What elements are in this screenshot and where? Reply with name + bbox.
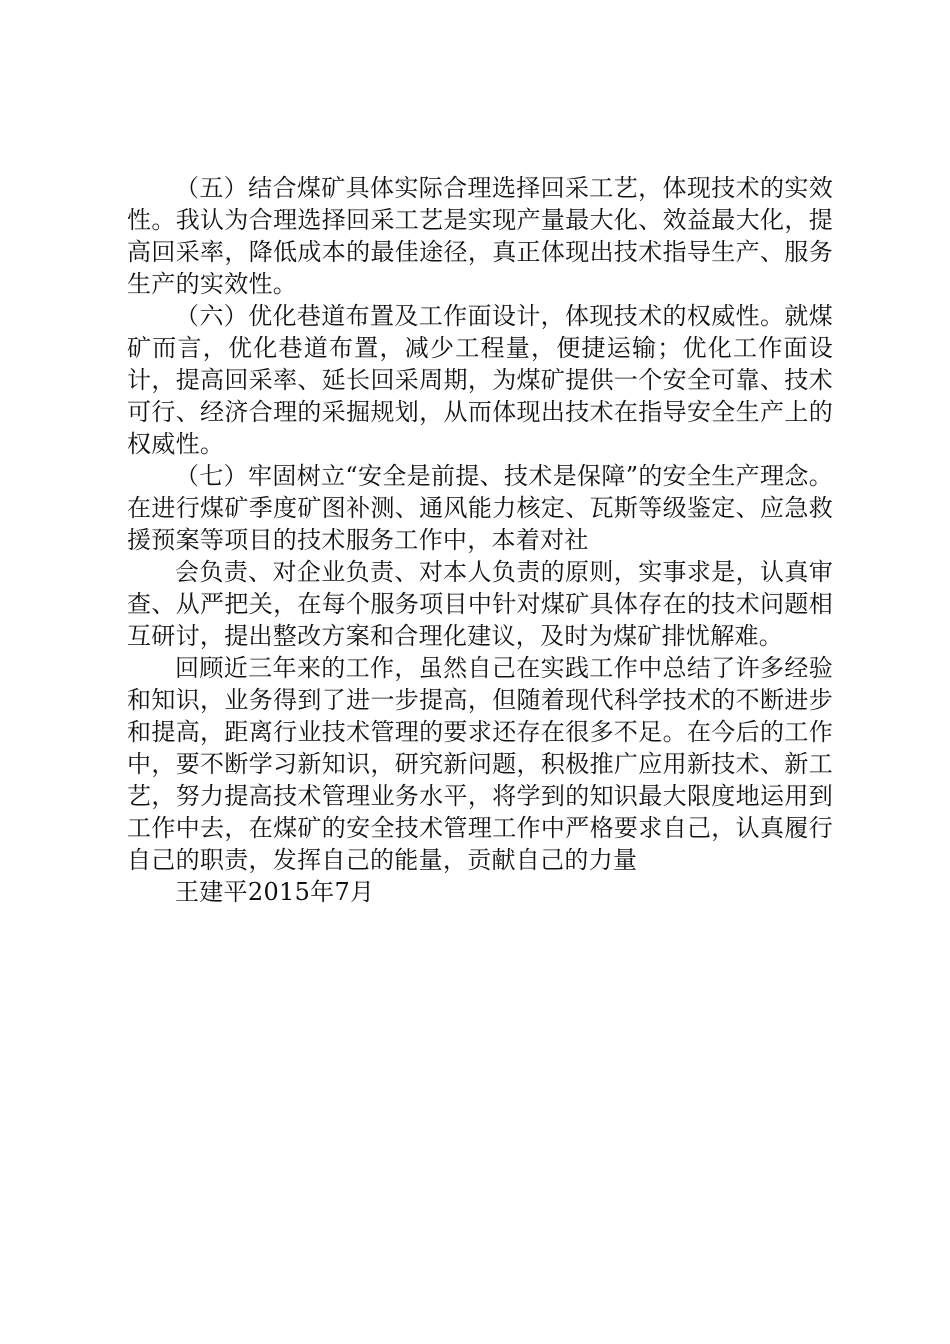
paragraph-review: 回顾近三年来的工作，虽然自己在实践工作中总结了许多经验和知识，业务得到了进一步提高，但随着现代科学技术的不断进步和提高，距离行业技术管理的要求还存在很多不足。在今后的工作中，要不断学习新知识，研究新问题，积极推广应用新技术、新工艺，努力提高技术管理业务水平，将学到的知识最大限度地运用到工作中去，在煤矿的安全技术管理工作中严格要求自己，认真履行自己的职责，发挥自己的能量，贡献自己的力量	[127, 654, 833, 874]
paragraph-section-six: （六）优化巷道布置及工作面设计，体现技术的权威性。就煤矿而言，优化巷道布置，减少工程量，便捷运输；优化工作面设计，提高回采率、延长回采周期，为煤矿提供一个安全可靠、技术可行、经济合理的采掘规划，从而体现出技术在指导安全生产上的权威性。	[127, 302, 833, 458]
paragraph-section-five: （五）结合煤矿具体实际合理选择回采工艺，体现技术的实效性。我认为合理选择回采工艺是实现产量最大化、效益最大化，提高回采率，降低成本的最佳途径，真正体现出技术指导生产、服务生产的实效性。	[127, 174, 833, 298]
paragraph-section-seven: （七）牢固树立“安全是前提、技术是保障”的安全生产理念。在进行煤矿季度矿图补测、通风能力核定、瓦斯等级鉴定、应急救援预案等项目的技术服务工作中，本着对社	[127, 462, 833, 554]
paragraph-section-seven-continued: 会负责、对企业负责、对本人负责的原则，实事求是，认真审查、从严把关，在每个服务项目中针对煤矿具体存在的技术问题相互研讨，提出整改方案和合理化建议，及时为煤矿排忧解难。	[127, 558, 833, 650]
document-body	[127, 172, 833, 908]
signature-line: 王建平2015年7月	[175, 878, 375, 906]
